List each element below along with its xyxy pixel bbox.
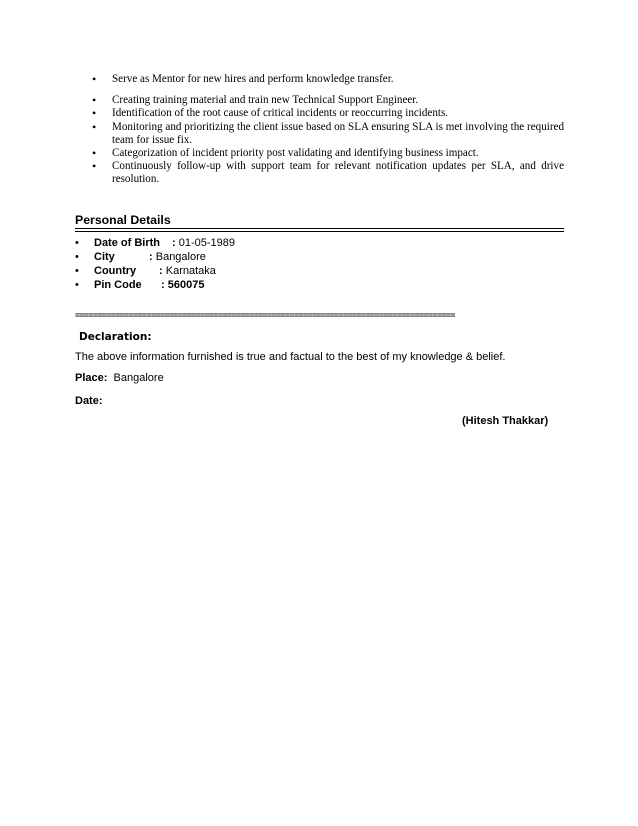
place-label: Place: <box>75 372 108 384</box>
detail-label: City <box>94 251 115 263</box>
detail-value: Bangalore <box>155 251 206 263</box>
declaration-text: The above information furnished is true and factual to the best of my knowledge & belief. <box>75 351 506 363</box>
detail-value: 560075 <box>167 279 205 291</box>
place-line <box>75 372 164 384</box>
detail-value: 01-05-1989 <box>178 237 236 249</box>
date-line <box>75 395 103 407</box>
detail-separator: : <box>172 237 179 249</box>
responsibility-item: • Serve as Mentor for new hires and perform knowledge transfer. <box>92 73 564 86</box>
detail-separator: : <box>161 279 168 291</box>
section-divider <box>75 228 564 229</box>
detail-separator: : <box>159 265 166 277</box>
equals-separator-line: ===================================================================================== <box>75 310 455 320</box>
detail-label: Country <box>94 265 137 277</box>
declaration-heading: Declaration: <box>79 331 152 343</box>
responsibility-item: • Creating training material and train new Technical Support Engineer. <box>92 94 564 107</box>
personal-details-heading: Personal Details <box>75 213 171 227</box>
date-label: Date: <box>75 395 103 407</box>
detail-date-of-birth <box>75 236 235 250</box>
responsibility-item: • Continuously follow-up with support team for relevant notification updates per SLA, and drive resolution. <box>92 160 564 186</box>
detail-separator: : <box>149 251 156 263</box>
detail-value: Karnataka <box>165 265 216 277</box>
responsibility-item: • Identification of the root cause of critical incidents or reoccurring incidents. <box>92 107 564 120</box>
detail-country <box>75 264 235 278</box>
detail-label: Date of Birth <box>94 237 160 249</box>
signature-name: (Hitesh Thakkar) <box>462 415 549 427</box>
place-value: Bangalore <box>113 372 164 384</box>
detail-label: Pin Code <box>94 279 142 291</box>
section-divider <box>75 231 564 232</box>
detail-city <box>75 250 235 264</box>
responsibility-item: • Categorization of incident priority post validating and identifying business impact. <box>92 147 564 160</box>
personal-details-list <box>75 236 235 292</box>
responsibilities-list <box>92 73 564 187</box>
responsibility-item: • Monitoring and prioritizing the client issue based on SLA ensuring SLA is met involving the required team for issue fix. <box>92 121 564 147</box>
detail-pin-code <box>75 278 235 292</box>
